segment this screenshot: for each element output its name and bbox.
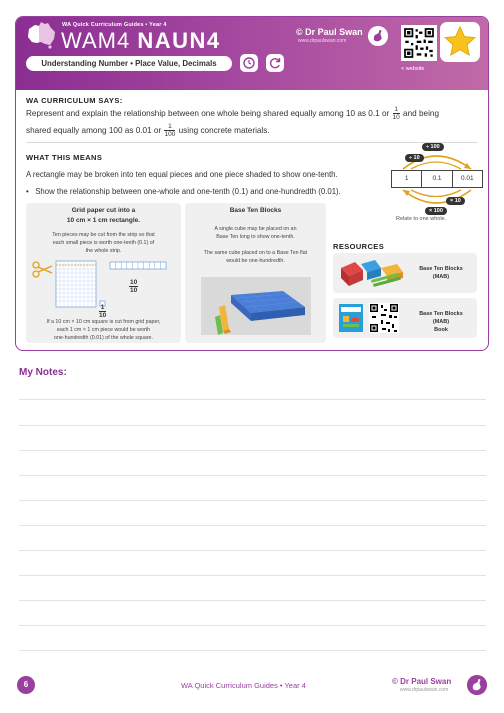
fraction-ten-tenths: [129, 279, 138, 294]
base-ten-blocks-photo: [201, 277, 311, 335]
note-line[interactable]: [19, 500, 486, 501]
grid-panel-title-1: Grid paper cut into a: [71, 207, 136, 214]
meaning-heading: WHAT THIS MEANS: [26, 153, 103, 162]
footer-url: www.drpaulswan.com: [400, 687, 449, 693]
base-ten-text-3: The same cube placed on to a Base Ten flat: [203, 250, 308, 256]
note-line[interactable]: [19, 399, 486, 400]
brand-url: www.drpaulswan.com: [298, 38, 347, 44]
fraction-one-tenth-piece: [99, 304, 106, 319]
fraction-denominator: 100: [164, 131, 176, 139]
guide-series-title: WA Quick Curriculum Guides • Year 4: [62, 22, 167, 28]
header-banner: [16, 17, 488, 90]
fraction-numerator: 1: [100, 304, 105, 311]
base-ten-title: Base Ten Blocks: [229, 207, 282, 214]
star-icon: [440, 22, 480, 62]
note-line[interactable]: [19, 450, 486, 451]
base-ten-text-2: Base Ten long to show one-tenth.: [216, 234, 295, 240]
note-line[interactable]: [19, 550, 486, 551]
note-line[interactable]: [19, 575, 486, 576]
swan-logo-icon: [368, 26, 388, 46]
resources-heading: RESOURCES: [333, 242, 385, 251]
book-and-qr-image: [337, 302, 407, 334]
grid-text-2: each small piece is worth one-tenth (0.1) of: [52, 240, 155, 246]
base-ten-text-1: A single cube may be placed on an: [214, 226, 297, 232]
grid-bottom-3: one-hundredth (0.01) of the whole square.: [54, 335, 153, 341]
grid-text-1: Ten pieces may be cut from the strip so that: [52, 232, 155, 238]
refresh-icon: [266, 54, 284, 72]
grid-text-3: the whole strip.: [85, 248, 122, 254]
grid-panel-hundredth-note: [28, 318, 179, 342]
page-number: 6: [17, 676, 35, 694]
curriculum-heading: WA CURRICULUM SAYS:: [26, 96, 123, 105]
grid-paper-panel: [26, 203, 181, 343]
place-value-boxes: [391, 170, 483, 188]
resource-base-ten-book[interactable]: [333, 298, 477, 338]
place-box-one: 1: [392, 171, 422, 187]
multiply-100-label: × 100: [425, 207, 447, 215]
base-ten-text-4: would be one-hundredth.: [226, 258, 285, 264]
brand-name: © Dr Paul Swan: [296, 27, 363, 37]
place-box-hundredth: 0.01: [460, 175, 474, 182]
meaning-bullet: • Show the relationship between one-whole and one-tenth (0.1) and one-hundredth (0.01).: [26, 187, 341, 196]
resource-label-line-1: Base Ten Blocks: [419, 266, 463, 272]
fraction-one-tenth: [393, 106, 400, 121]
fraction-one-hundredth: [164, 123, 175, 138]
grid-panel-title-2: 10 cm × 1 cm rectangle.: [66, 217, 141, 224]
note-line[interactable]: [19, 425, 486, 426]
code-suffix: NAUN4: [137, 28, 221, 53]
resource-label-line-2: (MAB): [432, 274, 450, 280]
meaning-intro: A rectangle may be broken into ten equal pieces and one piece shaded to show one-tenth.: [26, 170, 338, 179]
note-line[interactable]: [19, 650, 486, 651]
place-box-tenth: 0.1: [422, 171, 452, 187]
fraction-denominator: 10: [99, 312, 107, 319]
fraction-numerator: 10: [130, 279, 138, 286]
swan-logo-icon: [467, 675, 487, 695]
note-line[interactable]: [19, 625, 486, 626]
resource-label: [411, 265, 471, 281]
curriculum-text-4: using concrete materials.: [178, 126, 270, 135]
divide-100-label: ÷ 100: [422, 143, 444, 151]
star-badge: [440, 22, 480, 62]
fraction-numerator: 1: [164, 123, 175, 131]
resource-label-line-1: Base Ten Blocks (MAB): [419, 311, 463, 325]
website-qr-code[interactable]: [401, 25, 437, 61]
footer-series-title: WA Quick Curriculum Guides • Year 4: [181, 681, 306, 690]
bullet-text: Show the relationship between one-whole and one-tenth (0.1) and one-hundredth (0.01).: [35, 187, 341, 196]
relate-note: Relate to one whole.: [396, 216, 447, 222]
grid-bottom-2: each 1 cm × 1 cm piece would be worth: [56, 327, 151, 333]
divide-10-label: ÷ 10: [405, 154, 424, 162]
base-ten-blocks-image: [337, 256, 407, 290]
notes-title: My Notes:: [19, 367, 67, 378]
note-line[interactable]: [19, 475, 486, 476]
refresh-button[interactable]: [266, 54, 284, 72]
content-code: [61, 28, 221, 54]
curriculum-text-2: and being: [403, 109, 439, 118]
curriculum-text-3: shared equally among 100 as 0.01 or: [26, 126, 162, 135]
website-label: website: [405, 66, 425, 72]
curriculum-text-1: Represent and explain the relationship between one whole being shared equally among 10 as 0.1 or: [26, 109, 390, 118]
website-link[interactable]: < website: [401, 66, 425, 72]
resource-base-ten-blocks[interactable]: [333, 253, 477, 293]
timer-button[interactable]: [240, 54, 258, 72]
multiply-10-label: × 10: [446, 197, 465, 205]
resource-label-line-2: Book: [434, 327, 448, 333]
grid-paper-illustration: [28, 257, 168, 313]
curriculum-statement: [26, 105, 478, 139]
fraction-denominator: 10: [130, 287, 138, 294]
grid-panel-explanation: [30, 231, 177, 255]
base-ten-explanation: [189, 225, 322, 265]
australia-map-icon: [26, 20, 58, 50]
fraction-numerator: 1: [394, 106, 398, 114]
topic-subtitle: Understanding Number • Place Value, Decimals: [26, 56, 232, 71]
curriculum-card: [15, 16, 489, 351]
note-line[interactable]: [19, 525, 486, 526]
resource-label: [411, 310, 471, 334]
scissors-icon: [33, 262, 52, 277]
code-prefix: WAM4: [61, 28, 131, 53]
fraction-denominator: 10: [392, 114, 400, 122]
base-ten-panel: [185, 203, 326, 343]
clock-icon: [240, 54, 258, 72]
grid-bottom-1: If a 10 cm × 10 cm square is cut from grid paper,: [46, 319, 161, 325]
footer-brand: © Dr Paul Swan: [392, 677, 452, 686]
note-line[interactable]: [19, 600, 486, 601]
